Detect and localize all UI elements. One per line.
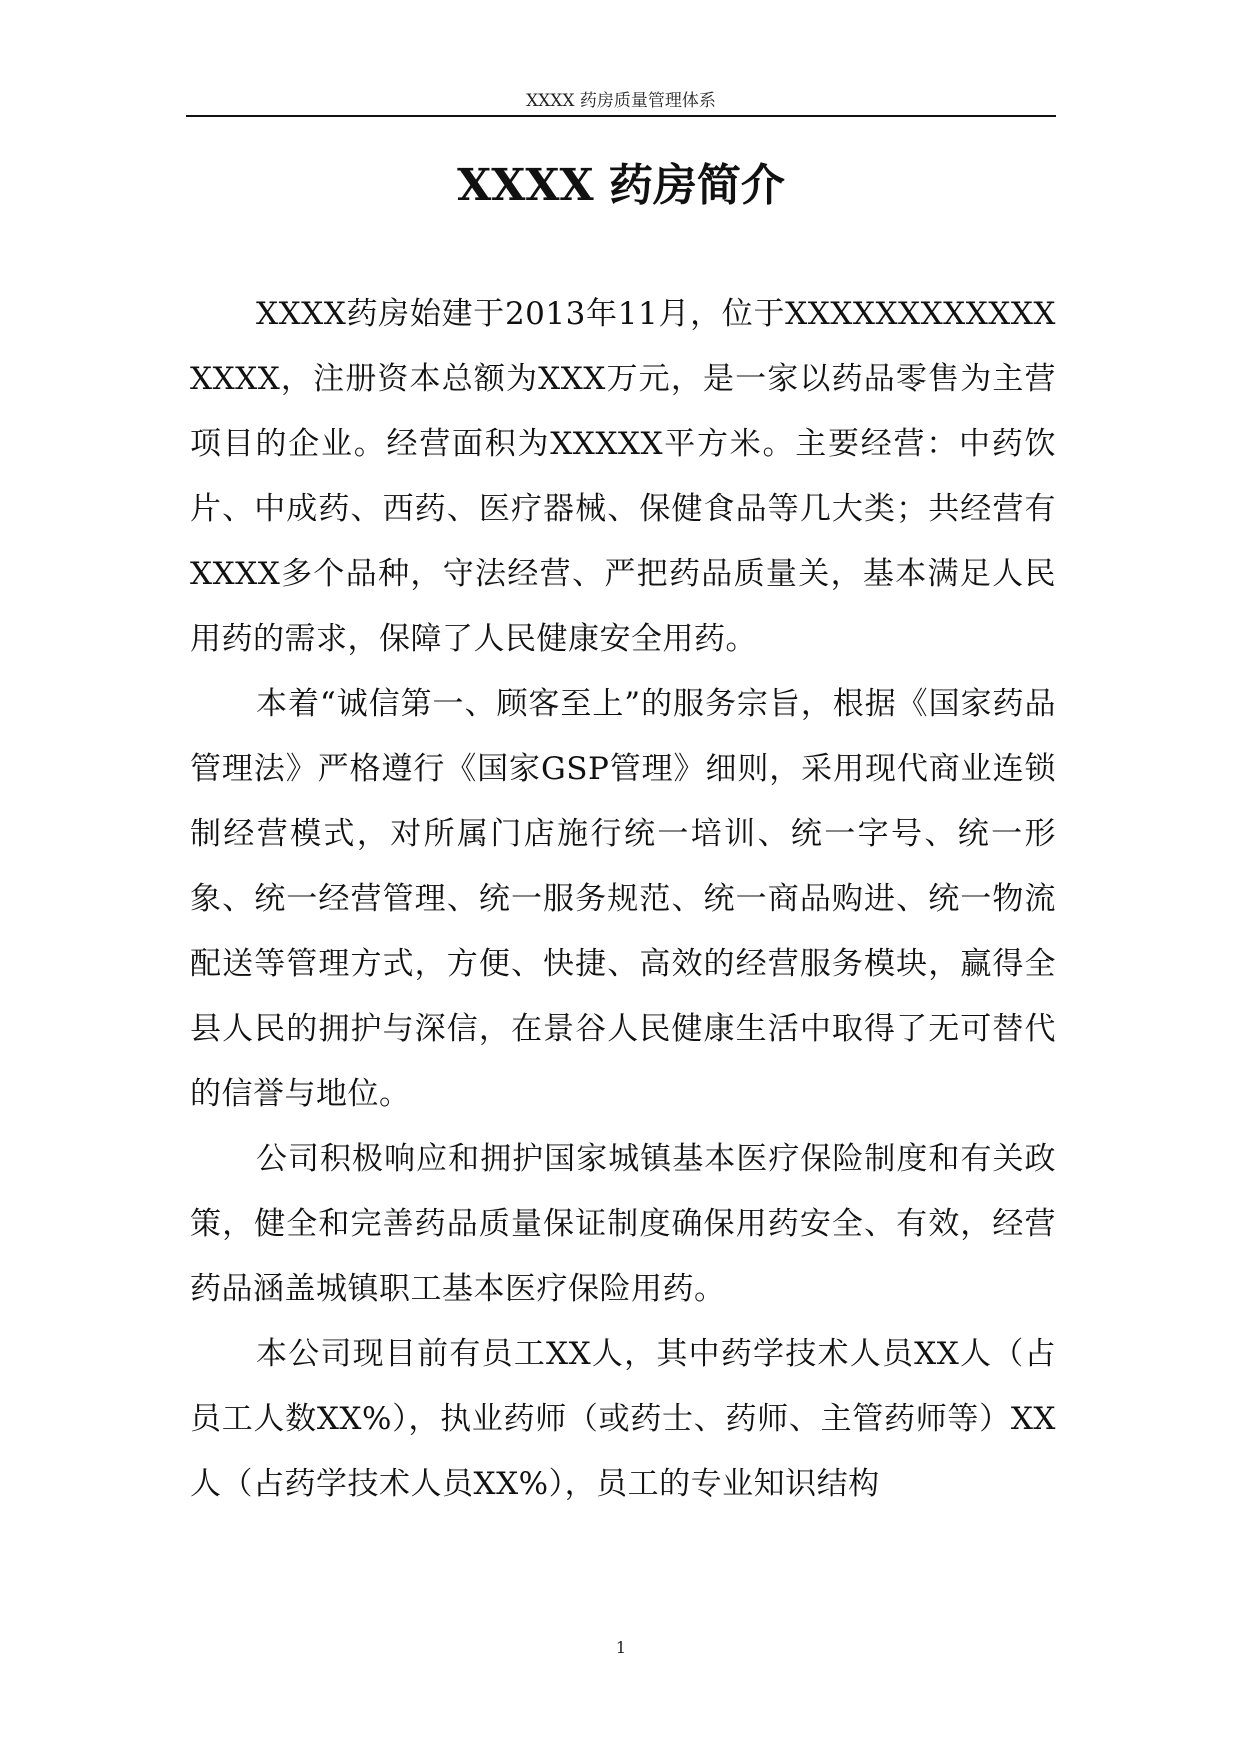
document-body bbox=[190, 282, 1056, 1517]
paragraph-service-policy: 本着“诚信第一、顾客至上”的服务宗旨，根据《国家药品管理法》严格遵行《国家GSP管理》细则，采用现代商业连锁制经营模式，对所属门店施行统一培训、统一字号、统一形象、统一经营管理、统一服务规范、统一商品购进、统一物流配送等管理方式，方便、快捷、高效的经营服务模块，赢得全县人民的拥护与深信，在景谷人民健康生活中取得了无可替代的信誉与地位。 bbox=[190, 686, 1056, 1112]
header-divider bbox=[186, 115, 1056, 117]
paragraph-medical-insurance: 公司积极响应和拥护国家城镇基本医疗保险制度和有关政策，健全和完善药品质量保证制度确保用药安全、有效，经营药品涵盖城镇职工基本医疗保险用药。 bbox=[190, 1141, 1056, 1307]
page-number: 1 bbox=[615, 1638, 627, 1657]
paragraph-staff: 本公司现目前有员工XX人，其中药学技术人员XX人（占员工人数XX%），执业药师（或药士、药师、主管药师等）XX人（占药学技术人员XX%），员工的专业知识结构 bbox=[190, 1336, 1056, 1502]
paragraph-introduction: XXXX药房始建于2013年11月，位于XXXXXXXXXXXXXXXX，注册资本总额为XXX万元，是一家以药品零售为主营项目的企业。经营面积为XXXXX平方米。主要经营：中药饮片、中成药、西药、医疗器械、保健食品等几大类；共经营有XXXX多个品种，守法经营、严把药品质量关，基本满足人民用药的需求，保障了人民健康安全用药。 bbox=[190, 296, 1056, 657]
running-header: XXXX 药房质量管理体系 bbox=[526, 91, 716, 111]
document-title: XXXX 药房简介 bbox=[457, 160, 785, 211]
